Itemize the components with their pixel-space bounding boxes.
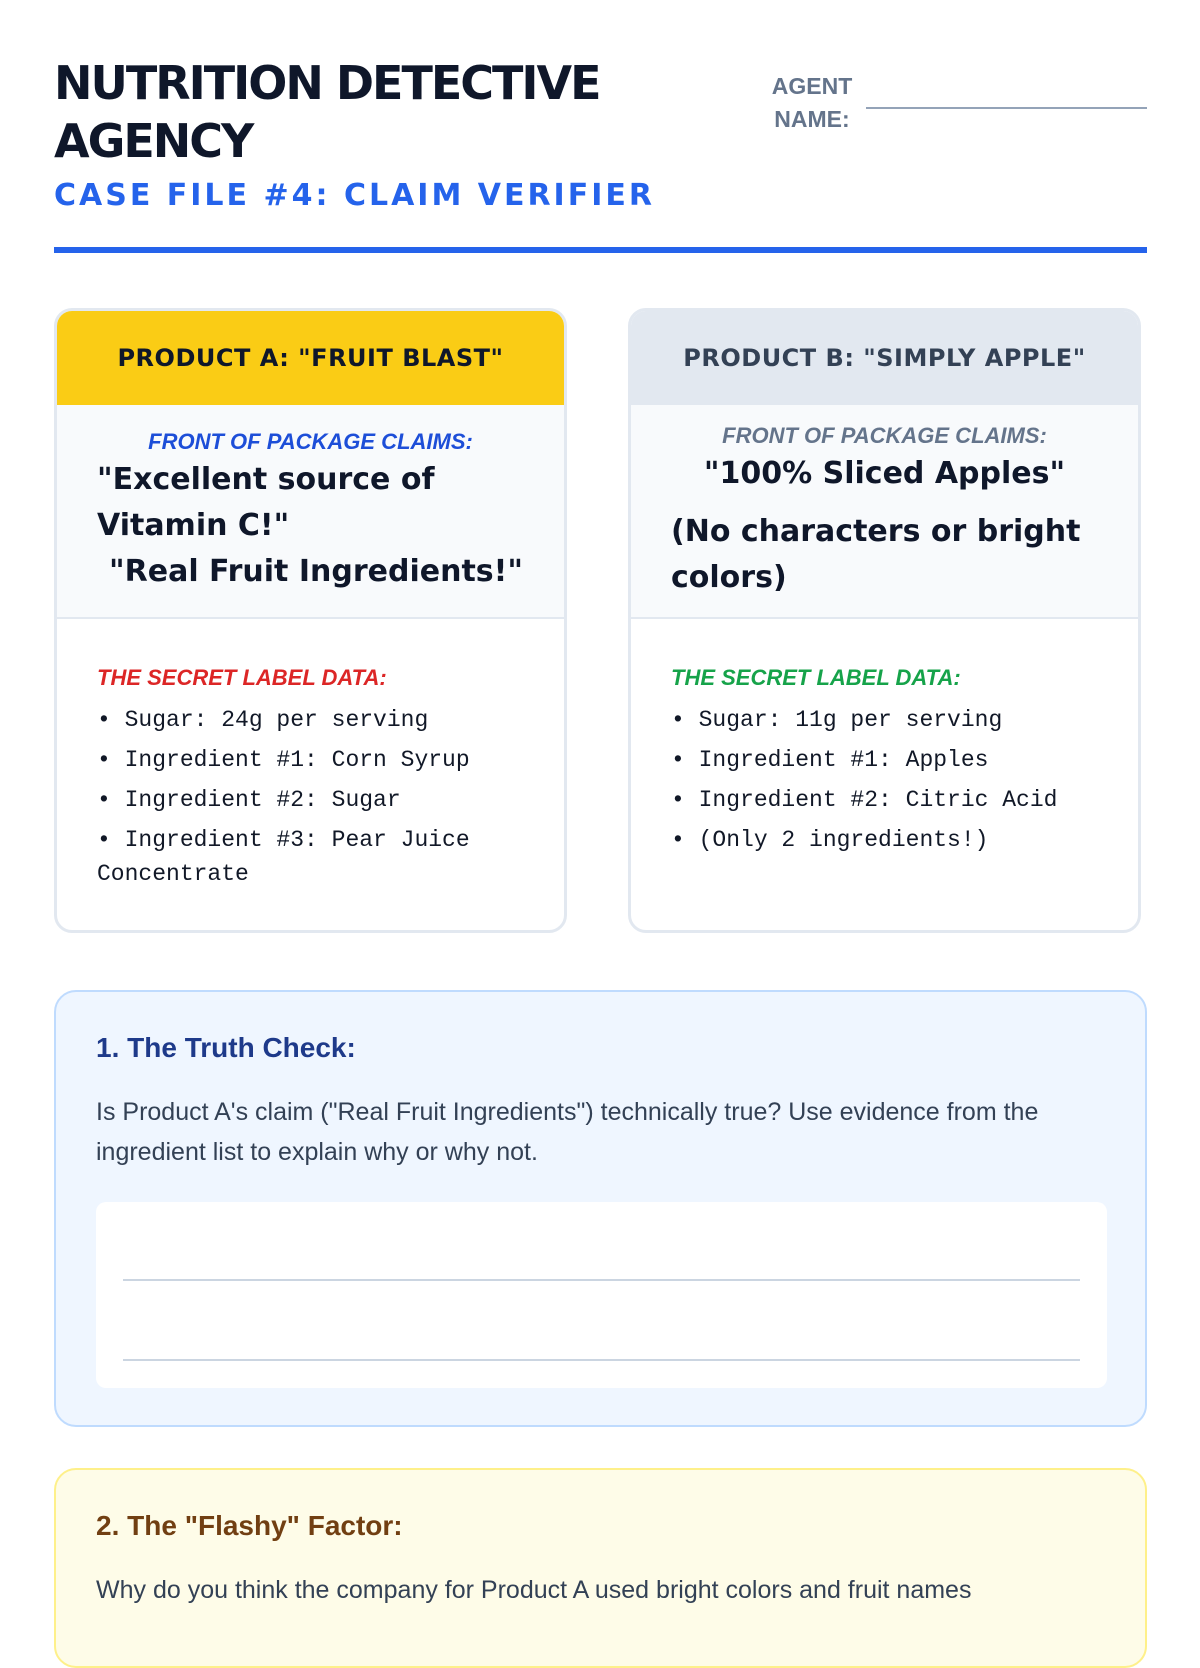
- agent-name-line[interactable]: [866, 107, 1147, 109]
- product-b-claim-no-characters: (No characters or bright colors): [671, 514, 1081, 595]
- product-b-heading: PRODUCT B: "SIMPLY APPLE": [631, 311, 1138, 405]
- product-b-facts: [671, 703, 1111, 863]
- product-a-facts: [97, 703, 537, 897]
- claims-label: FRONT OF PACKAGE CLAIMS:: [148, 429, 473, 454]
- fact-ingredient-count: • (Only 2 ingredients!): [671, 827, 989, 853]
- fact-ingredient-2: • Ingredient #2: Sugar: [97, 787, 401, 813]
- secret-label-data-heading: THE SECRET LABEL DATA:: [671, 665, 961, 690]
- secret-label-data-heading: THE SECRET LABEL DATA:: [97, 665, 387, 690]
- question-2-text: Why do you think the company for Product A used bright colors and fruit names: [96, 1576, 972, 1604]
- product-b-card: [628, 308, 1141, 933]
- fact-ingredient-1: • Ingredient #1: Corn Syrup: [97, 747, 470, 773]
- product-a-claim-vitamin-c: "Excellent source of Vitamin C!": [97, 462, 435, 543]
- answer-line[interactable]: [123, 1279, 1080, 1281]
- question-1-text: Is Product A's claim ("Real Fruit Ingredients") technically true? Use evidence from the ingredient list to explain why or why not.: [96, 1098, 1039, 1166]
- claims-label: FRONT OF PACKAGE CLAIMS:: [722, 423, 1047, 448]
- product-b-claim-sliced-apples: "100% Sliced Apples": [703, 456, 1066, 491]
- agent-name-field[interactable]: [766, 70, 1147, 140]
- fact-ingredient-1: • Ingredient #1: Apples: [671, 747, 989, 773]
- page-subtitle: CASE FILE #4: CLAIM VERIFIER: [54, 178, 655, 213]
- fact-ingredient-3: • Ingredient #3: Pear Juice Concentrate: [97, 827, 470, 887]
- fact-sugar: • Sugar: 24g per serving: [97, 707, 429, 733]
- agent-name-label: AGENT NAME:: [771, 73, 853, 132]
- page-title: NUTRITION DETECTIVE AGENCY: [54, 56, 600, 168]
- question-1-answer-area[interactable]: [96, 1202, 1107, 1388]
- question-2-title: 2. The "Flashy" Factor:: [96, 1510, 403, 1541]
- answer-line[interactable]: [123, 1359, 1080, 1361]
- question-flashy-factor: [54, 1468, 1147, 1668]
- product-a-card: [54, 308, 567, 933]
- fact-ingredient-2: • Ingredient #2: Citric Acid: [671, 787, 1058, 813]
- product-b-claims: [631, 405, 1138, 619]
- header-divider: [54, 247, 1147, 253]
- question-1-title: 1. The Truth Check:: [96, 1032, 356, 1063]
- fact-sugar: • Sugar: 11g per serving: [671, 707, 1003, 733]
- product-a-claims: [57, 405, 564, 619]
- question-truth-check: [54, 990, 1147, 1427]
- product-a-heading: PRODUCT A: "FRUIT BLAST": [57, 311, 564, 405]
- product-a-claim-real-fruit: "Real Fruit Ingredients!": [109, 554, 523, 589]
